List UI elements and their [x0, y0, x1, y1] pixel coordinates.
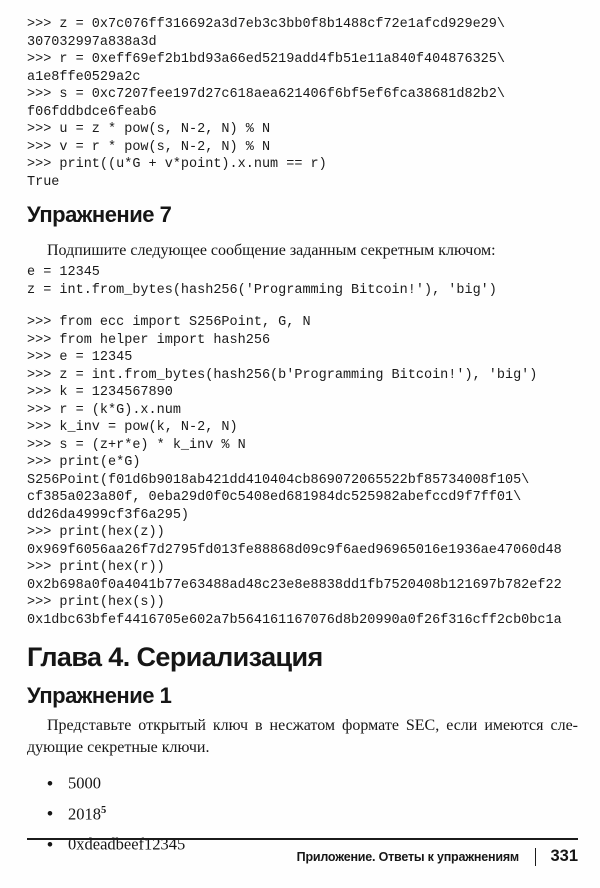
code-line: >>> z = int.from_bytes(hash256(b'Programming Bitcoin!'), 'big'): [27, 367, 538, 383]
bullet-text: 5000: [68, 773, 101, 793]
code-line: >>> v = r * pow(s, N-2, N) % N: [27, 139, 271, 155]
code-line: e = 12345: [27, 265, 100, 280]
intro-line-1: Представьте открытый ключ в несжатом формате SEC, если имеются сле-: [47, 717, 578, 734]
code-line: S256Point(f01d6b9018ab421dd410404cb869072065522bf85734008f105\: [27, 472, 530, 488]
code-line: >>> print(e*G): [27, 455, 141, 470]
code-line: >>> r = 0xeff69ef2b1bd93a66ed5219add4fb51e11a840f404876325\: [27, 52, 505, 67]
code-line: >>> print(hex(s)): [27, 595, 165, 610]
page-footer: [27, 834, 578, 866]
code-block-signature-verification: [27, 16, 578, 191]
code-line: >>> k_inv = pow(k, N-2, N): [27, 420, 238, 435]
code-line: >>> u = z * pow(s, N-2, N) % N: [27, 122, 271, 137]
bullet-icon: •: [47, 834, 53, 854]
code-line: 0x969f6056aa26f7d2795fd013fe88868d09c9f6aed96965016e1936ae47060d48: [27, 542, 562, 558]
code-block-setup: [27, 264, 578, 299]
code-line: >>> r = (k*G).x.num: [27, 402, 181, 418]
code-block-signing-session: [27, 314, 578, 629]
footer-page-number: 331: [550, 847, 578, 865]
chapter-4-heading: Глава 4. Сериализация: [27, 642, 323, 672]
code-line: >>> from ecc import S256Point, G, N: [27, 315, 311, 330]
code-line: 0x1dbc63bfef4416705e602a7b564161167076d8b20990a0f26f316cff2cb0bc1a: [27, 612, 562, 628]
code-line: >>> print((u*G + v*point).x.num == r): [27, 157, 327, 172]
intro-line-2: дующие секретные ключи.: [27, 739, 210, 756]
code-line: >>> s = (z+r*e) * k_inv % N: [27, 437, 246, 453]
list-item: [47, 802, 578, 823]
code-line: >>> print(hex(r)): [27, 560, 165, 575]
exercise-7-intro: Подпишите следующее сообщение заданным секретным ключом:: [47, 242, 496, 259]
code-line: dd26da4999cf3f6a295): [27, 507, 190, 523]
exercise-7-heading: Упражнение 7: [27, 202, 172, 227]
list-item: [47, 771, 578, 792]
footer-section-label: Приложение. Ответы к упражнениям: [296, 849, 519, 864]
code-line: cf385a023a80f, 0eba29d0f0c5408ed681984dc525982abefccd9f7ff01\: [27, 490, 522, 505]
code-line: >>> from helper import hash256: [27, 332, 271, 348]
code-line: >>> k = 1234567890: [27, 385, 173, 400]
code-line: >>> s = 0xc7207fee197d27c618aea621406f6bf5ef6fca38681d82b2\: [27, 87, 505, 102]
code-line: True: [27, 174, 60, 190]
footer-divider: [535, 848, 537, 866]
exercise-1-heading: Упражнение 1: [27, 683, 172, 708]
bullet-text: 2018: [68, 804, 101, 823]
bullet-icon: •: [47, 804, 53, 823]
code-line: >>> z = 0x7c076ff316692a3d7eb3c3bb0f8b1488cf72e1afcd929e29\: [27, 17, 505, 32]
exercise-1-intro: [27, 715, 578, 759]
code-line: >>> print(hex(z)): [27, 525, 165, 540]
code-line: 0x2b698a0f0a4041b77e63488ad48c23e8e8838dd1fb7520408b121697b782ef22: [27, 577, 562, 593]
bullet-icon: •: [47, 773, 53, 793]
code-line: >>> e = 12345: [27, 350, 133, 365]
code-line: z = int.from_bytes(hash256('Programming Bitcoin!'), 'big'): [27, 282, 497, 298]
bullet-superscript: 5: [101, 804, 107, 816]
code-line: f06fddbdce6feab6: [27, 104, 157, 120]
code-line: a1e8ffe0529a2c: [27, 69, 141, 85]
code-line: 307032997a838a3d: [27, 34, 157, 50]
bullet-text: 0xdeadbeef12345: [68, 834, 186, 854]
